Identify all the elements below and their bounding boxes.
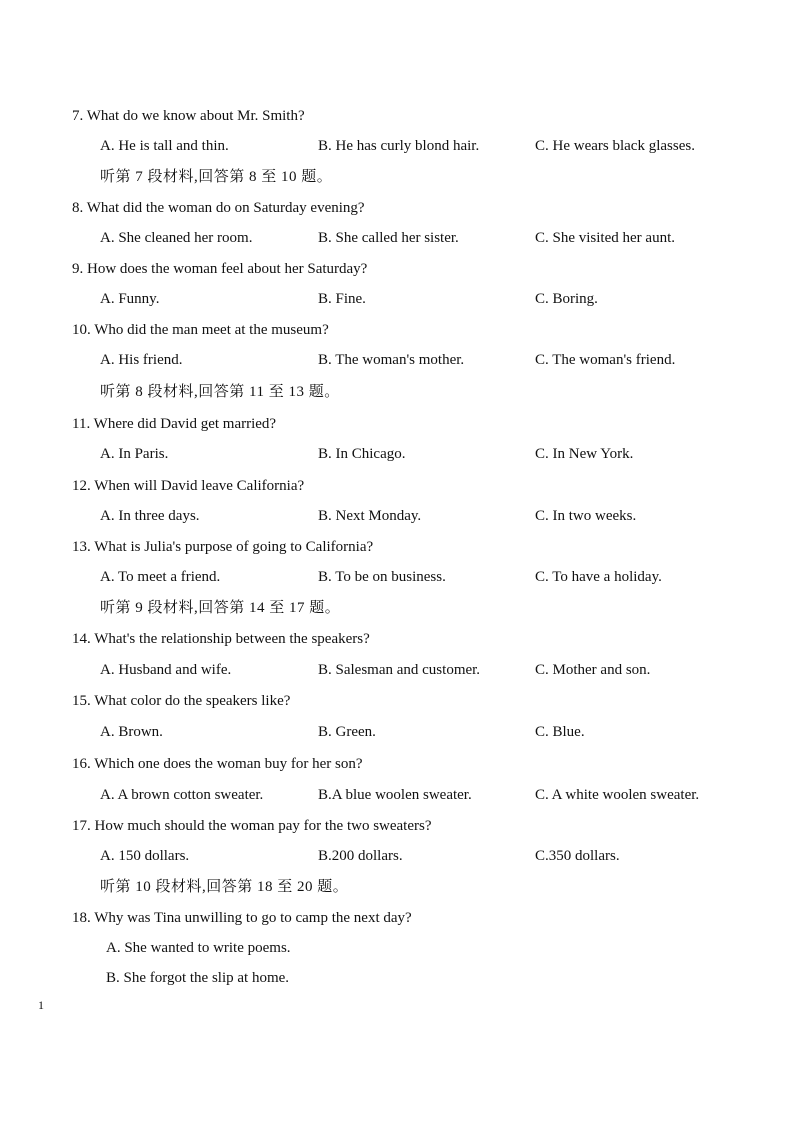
option-c: C.350 dollars. (535, 848, 620, 864)
question-18: 18. Why was Tina unwilling to go to camp the next day? (72, 910, 412, 926)
option-b: B. The woman's mother. (318, 352, 465, 368)
question-13: 13. What is Julia's purpose of going to California? (72, 539, 374, 555)
question-8: 8. What did the woman do on Saturday evening? (72, 200, 365, 216)
option-b: B. Fine. (318, 291, 366, 307)
options-13 (0, 567, 794, 587)
option-c: C. Boring. (535, 291, 598, 307)
option-b: B. He has curly blond hair. (318, 138, 480, 154)
option-a: A. She cleaned her room. (100, 230, 253, 246)
option-a: A. Funny. (100, 291, 160, 307)
option-c: C. He wears black glasses. (535, 138, 695, 154)
options-14 (0, 660, 794, 680)
question-12: 12. When will David leave California? (72, 478, 305, 494)
option-b: B. Next Monday. (318, 508, 422, 524)
option-c: C. Mother and son. (535, 662, 651, 678)
option-a: A. His friend. (100, 352, 183, 368)
option-c: C. In New York. (535, 446, 634, 462)
section-heading-8: 听第 8 段材料,回答第 11 至 13 题。 (100, 384, 340, 400)
section-heading-7: 听第 7 段材料,回答第 8 至 10 题。 (100, 169, 333, 185)
option-a: A. In Paris. (100, 446, 169, 462)
option-c: C. In two weeks. (535, 508, 637, 524)
question-15: 15. What color do the speakers like? (72, 693, 291, 709)
option-b-line: B. She forgot the slip at home. (106, 970, 290, 986)
options-15 (0, 722, 794, 742)
option-b: B. To be on business. (318, 569, 446, 585)
options-16 (0, 785, 794, 805)
question-16: 16. Which one does the woman buy for her son? (72, 756, 363, 772)
option-a-line: A. She wanted to write poems. (106, 940, 291, 956)
question-14: 14. What's the relationship between the speakers? (72, 631, 370, 647)
option-b: B. Salesman and customer. (318, 662, 481, 678)
options-11 (0, 444, 794, 464)
option-a: A. A brown cotton sweater. (100, 787, 264, 803)
option-b: B. In Chicago. (318, 446, 406, 462)
option-a: A. Husband and wife. (100, 662, 232, 678)
options-7 (0, 136, 794, 156)
options-10 (0, 350, 794, 370)
option-a: A. 150 dollars. (100, 848, 190, 864)
option-c: C. She visited her aunt. (535, 230, 675, 246)
question-9: 9. How does the woman feel about her Saturday? (72, 261, 368, 277)
options-17 (0, 846, 794, 866)
section-heading-10: 听第 10 段材料,回答第 18 至 20 题。 (100, 879, 349, 895)
section-heading-9: 听第 9 段材料,回答第 14 至 17 题。 (100, 600, 341, 616)
option-b: B. She called her sister. (318, 230, 459, 246)
options-9 (0, 289, 794, 309)
option-a: A. In three days. (100, 508, 200, 524)
option-b: B. Green. (318, 724, 376, 740)
options-8 (0, 228, 794, 248)
question-10: 10. Who did the man meet at the museum? (72, 322, 329, 338)
option-c: C. To have a holiday. (535, 569, 662, 585)
option-c: C. Blue. (535, 724, 585, 740)
option-b: B.200 dollars. (318, 848, 403, 864)
options-12 (0, 506, 794, 526)
option-c: C. The woman's friend. (535, 352, 676, 368)
option-a: A. To meet a friend. (100, 569, 221, 585)
option-a: A. Brown. (100, 724, 163, 740)
question-11: 11. Where did David get married? (72, 416, 277, 432)
option-c: C. A white woolen sweater. (535, 787, 700, 803)
page-number: 1 (38, 998, 44, 1012)
question-17: 17. How much should the woman pay for the two sweaters? (72, 818, 432, 834)
question-7: 7. What do we know about Mr. Smith? (72, 108, 305, 124)
option-a: A. He is tall and thin. (100, 138, 229, 154)
option-b: B.A blue woolen sweater. (318, 787, 472, 803)
